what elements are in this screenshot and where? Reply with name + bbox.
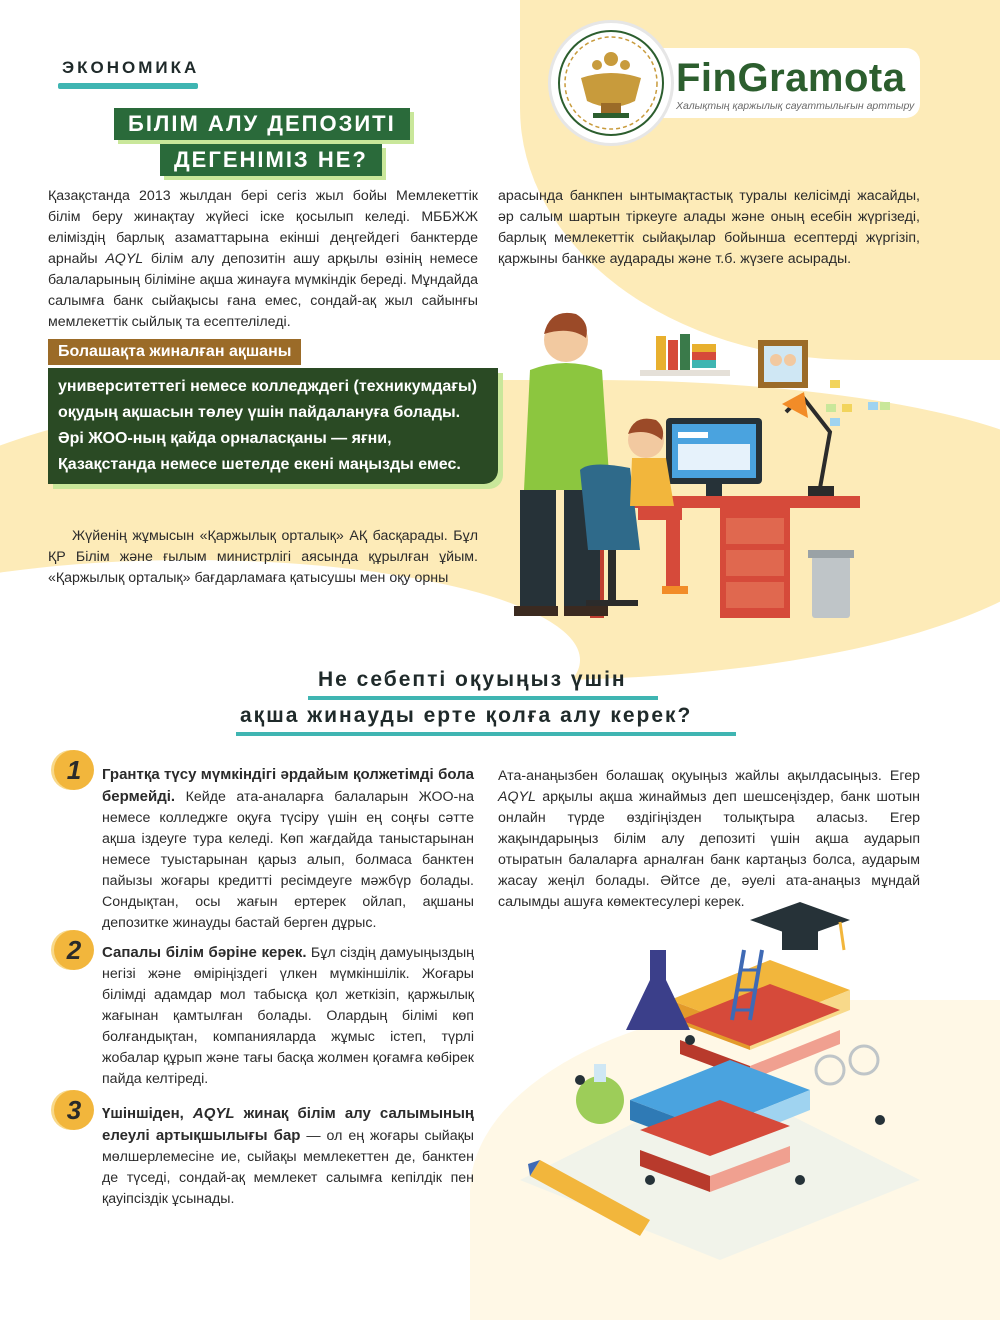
item-number-2: 2 bbox=[54, 930, 94, 970]
logo-tagline: Халықтың қаржылық сауаттылығын арттыру bbox=[676, 100, 915, 112]
item-number-3: 3 bbox=[54, 1090, 94, 1130]
highlight-heading: Болашақта жиналған ақшаны bbox=[48, 339, 301, 365]
page-title-line-1: БІЛІМ АЛУ ДЕПОЗИТІ bbox=[114, 108, 410, 140]
right-column-paragraph: арасында банкпен ынтымақтастық туралы келісімді жасайды, әр салым шартын тіркеуге алады және оның есебін жүргізеді, барлық мемлекеттік сыйақылар бойынша есептерді жүргізіп, қаржыны банкке аударады және т.б. жүзеге асырады. bbox=[498, 188, 920, 267]
reason-item-3: Үшіншіден, AQYL жинақ білім алу салымының елеулі артықшылығы бар — ол ең жоғары сыйақы мөлшерлемесіне ие, сыйақы мемлекеттен де, банктен де түседі, сондай-ақ мемлекет салымға кепілдік пен қауіпсіздік ұсынады. bbox=[102, 1105, 474, 1207]
parent-and-child-at-desk-illustration bbox=[490, 300, 900, 630]
question-title-line-2: ақша жинауды ерте қолға алу керек? bbox=[240, 704, 693, 727]
question-title-underline-1 bbox=[308, 696, 658, 700]
reason-item-2: Сапалы білім бәріне керек. Бұл сіздің дамуыңыздың негізі және өміріңіздегі үлкен мүмкіншілік. Жоғары білімді адамдар мол табысқа қол жеткізіп, қаржылық жағынан қамтылған болады. Олардың білімі көп болғандықтан, компанияларда жұмыс істеп, түрлі жобалар құрып және тағы басқа жолмен қоғамға көбірек пайда келтіреді. bbox=[102, 944, 475, 1087]
reason-item-1: Грантқа түсу мүмкіндігі әрдайым қолжетімді бола бермейді. Кейде ата-аналарға балаларын ЖОО-на немесе колледжге оқуға түсіру үшін ең соңғы сәтте ақша іздеуге тура келеді. Көп жағдайда таныстарынан немесе туыстарынан қарыз алып, болмаса банктен пайызы жоғары кредитті ресімдеуге мәжбүр болады. Сондықтан, осы жағын ертерек ойлап, ақшаны депозитке жинауды бастай берген дұрыс. bbox=[102, 766, 474, 931]
question-title-underline-2 bbox=[236, 732, 736, 736]
page-title-line-2: ДЕГЕНІМІЗ НЕ? bbox=[160, 144, 382, 176]
section-underline bbox=[58, 83, 198, 89]
intro-paragraph: Қазақстанда 2013 жылдан бері сегіз жыл бойы Мемлекеттік білім беру жинақтау жүйесі іске қосылып келеді. МББЖЖ еліміздің барлық азаматтарына екінші деңгейдегі банктерде арнайы AQYL білім алу депозитін ашу арқылы өзінің немесе балаларының біліміне ақша жинауға мүмкіндік береді. Мұндайда салымға банк сыйақысы ғана емес, сондай-ақ жыл сайынғы мемлекеттік сыйлық та есептеліледі. bbox=[48, 188, 478, 330]
question-title-line-1: Не себепті оқуыңыз үшін bbox=[318, 668, 627, 691]
logo-name: FinGramota bbox=[676, 56, 906, 100]
section-tag: ЭКОНОМИКА bbox=[62, 58, 200, 77]
books-and-graduation-cap-illustration bbox=[500, 880, 940, 1260]
fingramota-logo-icon bbox=[548, 20, 674, 146]
item-number-1: 1 bbox=[54, 750, 94, 790]
highlight-box: университеттегі немесе колледждегі (техникумдағы) оқудың ақшасын төлеу үшін пайдалануға болады. Әрі ЖОО-ның қайда орналасқаны — яғни, Қазақстанда немесе шетелде екені маңызды емес. bbox=[48, 368, 498, 484]
advice-paragraph: Ата-анаңызбен болашақ оқуыңыз жайлы ақылдасыңыз. Егер AQYL арқылы ақша жинаймыз деп шешсеңіздер, банк шотын онлайн түрде өздігіңізден толықтыра аласыз. Егер жақындарыңыз білім алу депозиті үшін ақша аударып отыратын балаларға арналған банк картаңыз болса, аударым жасау жеңіл болады. Әйтсе де, әуелі ата-анаңыз мұндай салымды ашуға көмектесулері керек. bbox=[498, 768, 920, 910]
operator-paragraph: Жүйенің жұмысын «Қаржылық орталық» АҚ басқарады. Бұл ҚР Білім және ғылым министрлігі аясында құрылған ұйым. «Қаржылық орталық» бағдарламаға қатысушы мен оқу орны bbox=[48, 528, 478, 586]
